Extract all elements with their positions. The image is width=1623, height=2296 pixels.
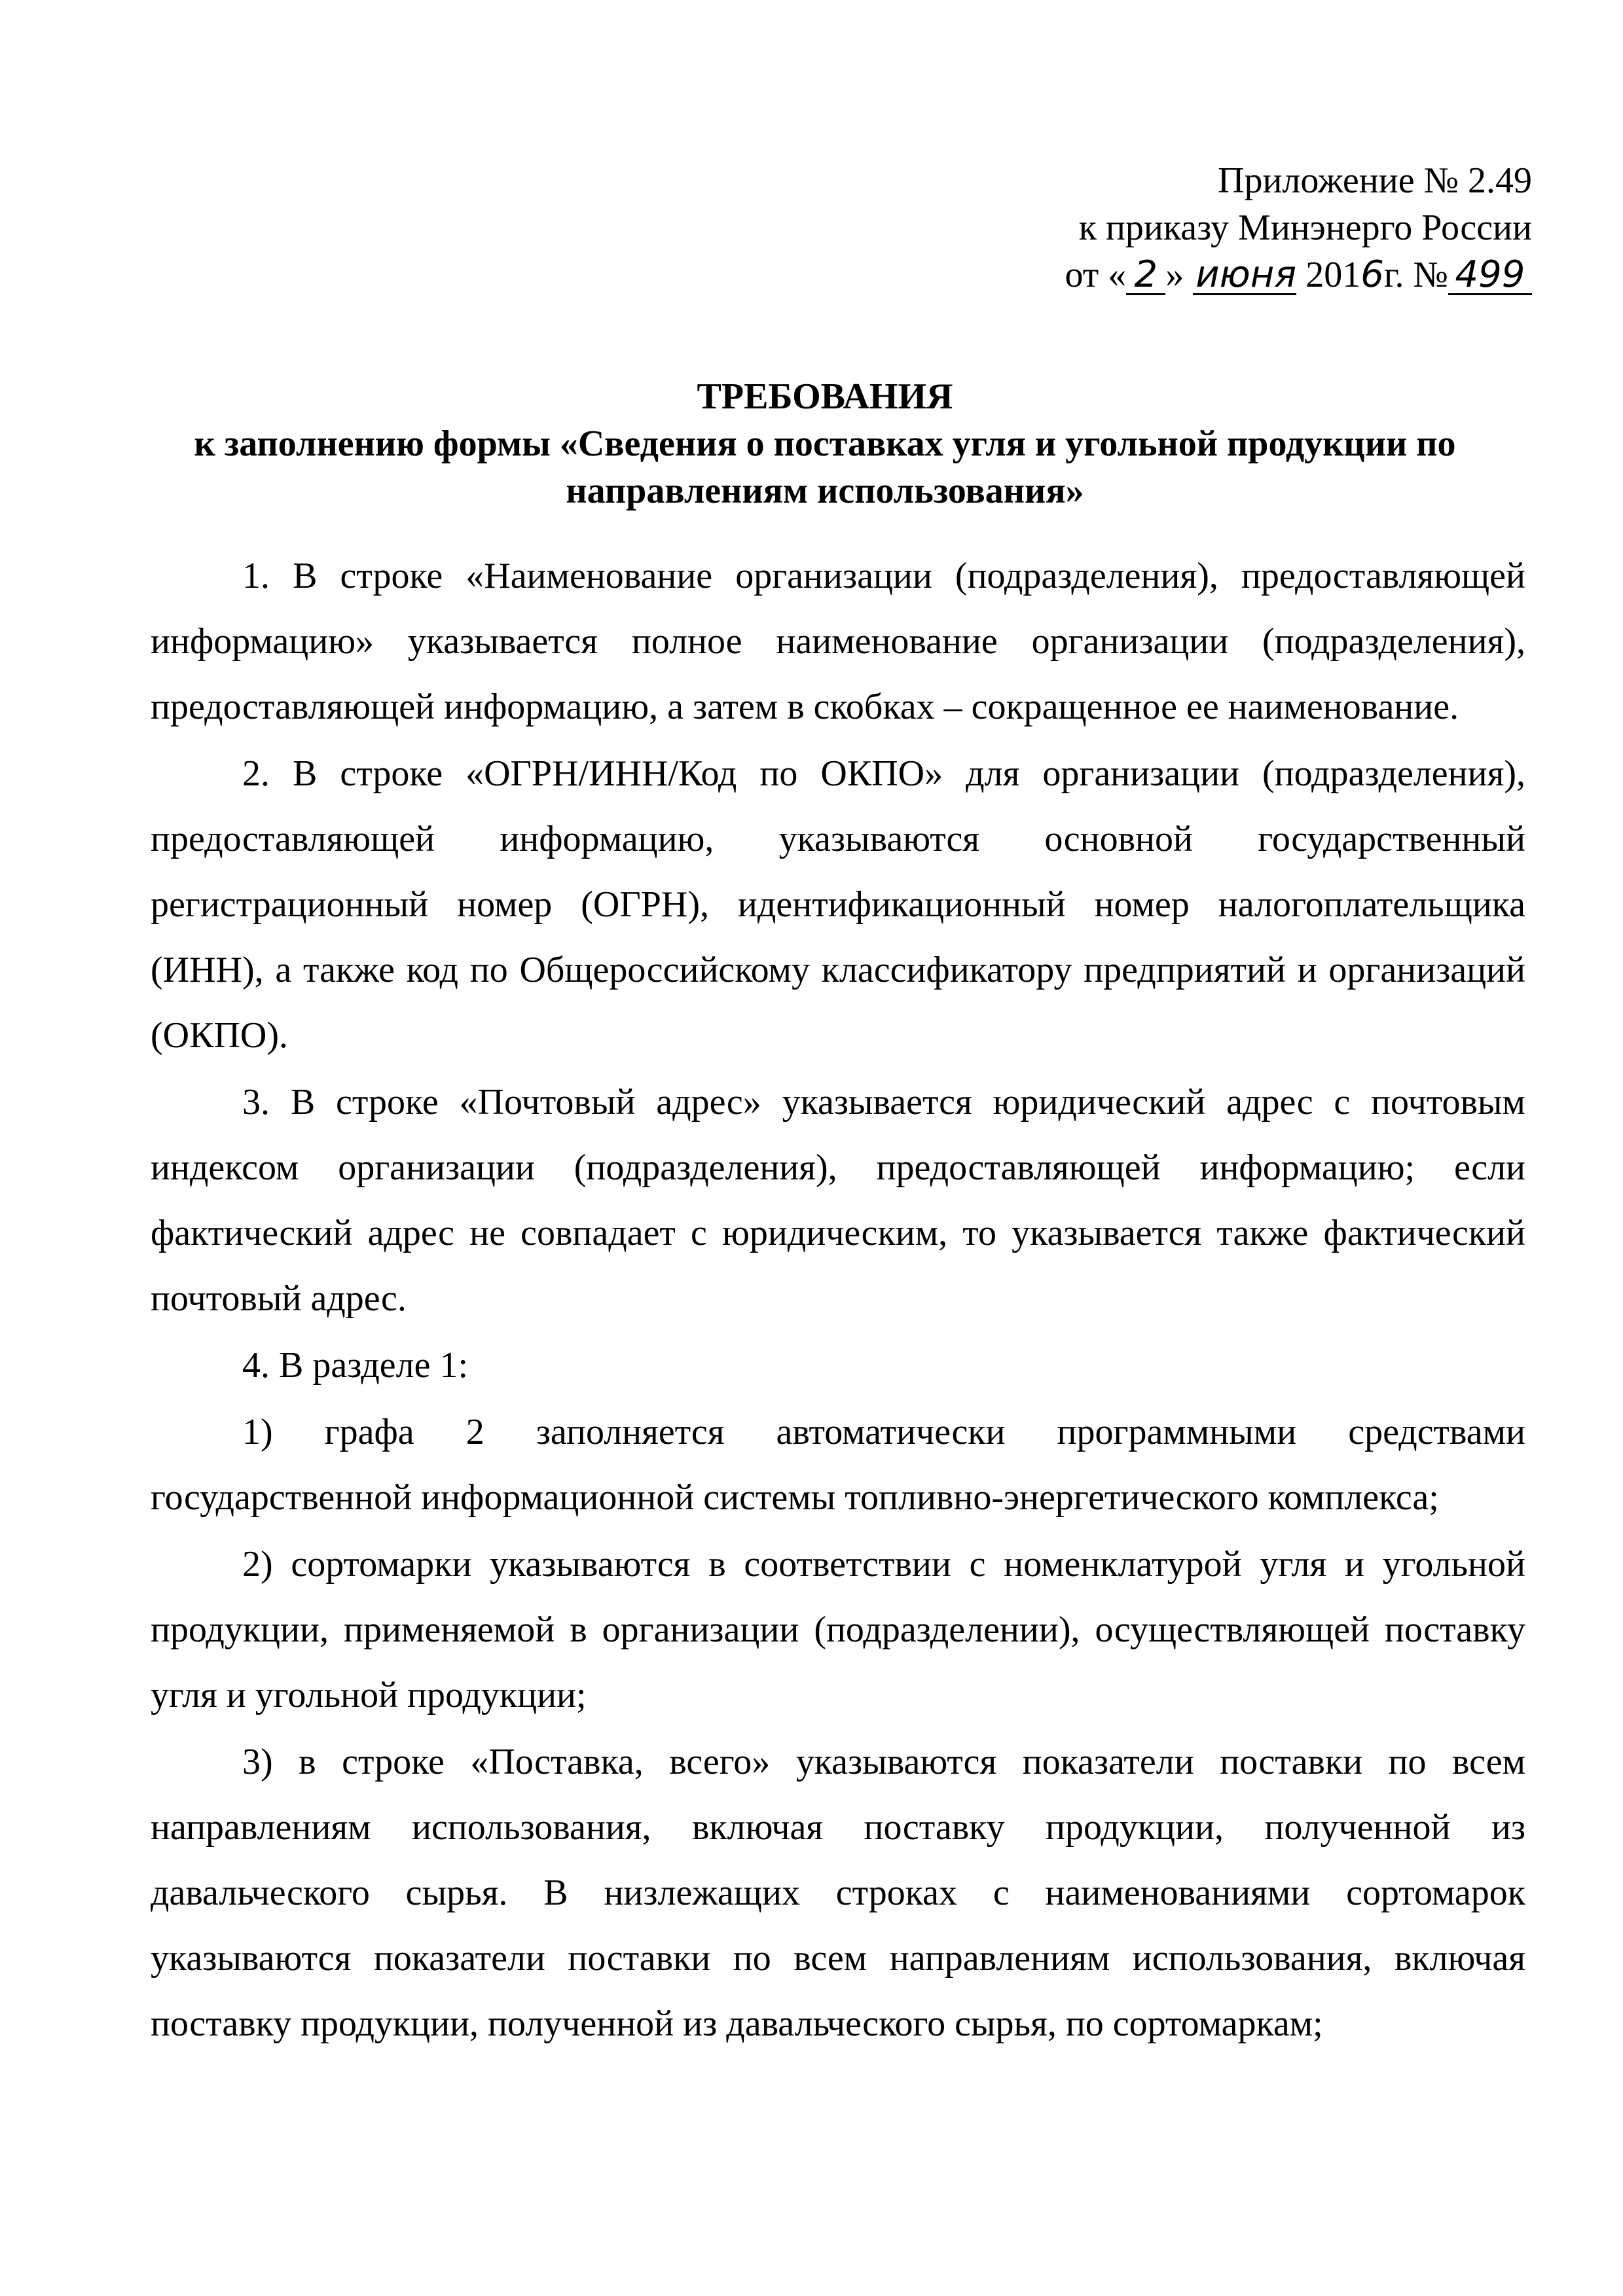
year-suffix: г. № — [1383, 255, 1448, 295]
paragraph-4-item-2: 2) сортомарки указываются в соответствии с номенклатурой угля и угольной продукции, применяемой в организации (подразделении), осуществляющей поставку угля и угольной продукции; — [151, 1544, 1525, 1715]
year-prefix: 201 — [1305, 255, 1361, 295]
paragraph-4-item-1: 1) графа 2 заполняется автоматически программными средствами государственной информационной системы топливно-энергетического комплекса; — [151, 1412, 1525, 1518]
handwritten-year-digit: 6 — [1360, 253, 1384, 296]
title-main: ТРЕБОВАНИЯ — [697, 376, 953, 417]
annex-order-reference: к приказу Минэнерго России — [1078, 207, 1532, 248]
date-quote-close: » — [1165, 255, 1184, 295]
paragraph-4: 4. В разделе 1: — [242, 1345, 469, 1386]
annex-number: Приложение № 2.49 — [1218, 160, 1532, 201]
annex-header — [1021, 157, 1532, 298]
title-subtitle: к заполнению формы «Сведения о поставках угля и угольной продукции по направлениям использования» — [194, 423, 1456, 511]
paragraph-1: 1. В строке «Наименование организации (подразделения), предоставляющей информацию» указывается полное наименование организации (подразделения), предоставляющей информацию, а затем в скобках – сокращенное ее наименование. — [151, 556, 1525, 727]
paragraph-3: 3. В строке «Почтовый адрес» указывается юридический адрес с почтовым индексом организации (подразделения), предоставляющей информацию; если фактический адрес не совпадает с юридическим, то указывается также фактический почтовый адрес. — [151, 1082, 1525, 1319]
document-body — [151, 543, 1525, 2056]
handwritten-month: июня — [1193, 257, 1296, 295]
date-prefix: от « — [1065, 255, 1127, 295]
paragraph-4-item-3: 3) в строке «Поставка, всего» указываются показатели поставки по всем направлениям использования, включая поставку продукции, полученной из давальческого сырья. В низлежащих строках с наименованиями сортомарок указываются показатели поставки по всем направлениям использования, включая поставку продукции, полученной из давальческого сырья, по сортомаркам; — [151, 1742, 1525, 2044]
annex-order-date — [1021, 251, 1532, 298]
document-title — [151, 373, 1499, 514]
handwritten-order-number: 499 — [1448, 257, 1532, 295]
handwritten-day: 2 — [1126, 257, 1165, 295]
paragraph-2: 2. В строке «ОГРН/ИНН/Код по ОКПО» для организации (подразделения), предоставляющей информацию, указываются основной государственный регистрационный номер (ОГРН), идентификационный номер налогоплательщика (ИНН), а также код по Общероссийскому классификатору предприятий и организаций (ОКПО). — [151, 753, 1525, 1056]
